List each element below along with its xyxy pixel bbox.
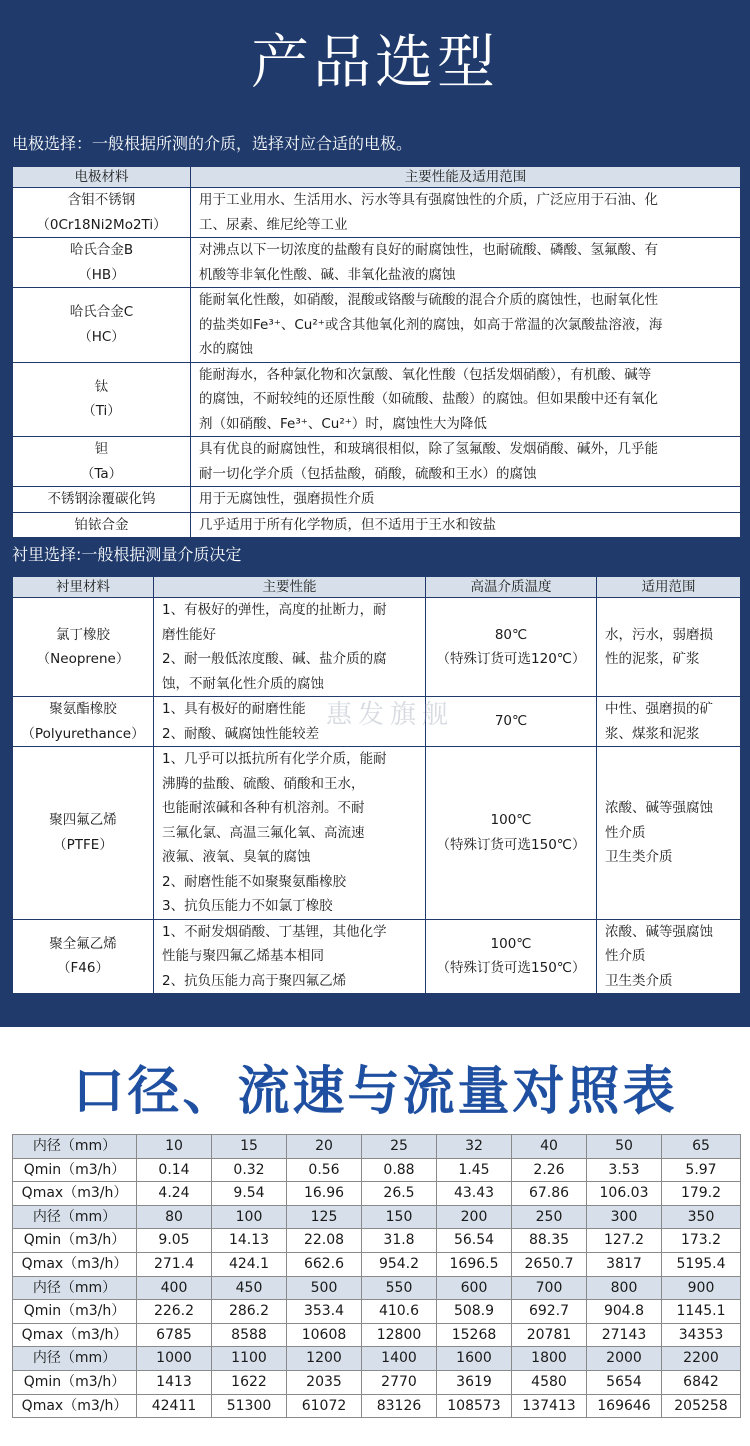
- flow-cell: 9.05: [137, 1229, 212, 1253]
- cell-line: 聚全氟乙烯: [49, 935, 117, 952]
- flow-cell: 16.96: [287, 1182, 362, 1206]
- cell-line: 性介质: [605, 824, 646, 841]
- cell-line: 剂（如硝酸、Fe³⁺、Cu²⁺）时，腐蚀性大为降低: [199, 415, 487, 432]
- material-description: [191, 437, 741, 487]
- flow-cell: 9.54: [212, 1182, 287, 1206]
- flow-cell: 550: [362, 1276, 437, 1300]
- cell-line: 3、抗负压能力不如氯丁橡胶: [162, 898, 333, 914]
- flow-cell: 250: [512, 1205, 587, 1229]
- flow-cell: 0.56: [287, 1158, 362, 1182]
- flow-cell: 15: [212, 1135, 287, 1159]
- flow-cell: 14.13: [212, 1229, 287, 1253]
- flow-cell: 2.26: [512, 1158, 587, 1182]
- flow-cell: 15268: [437, 1323, 512, 1347]
- cell-line: 性介质: [605, 948, 646, 964]
- flow-row-dn: [13, 1205, 741, 1229]
- cell-line: 哈氏合金C: [69, 304, 134, 321]
- flow-cell: 600: [437, 1276, 512, 1300]
- flow-cell: 5195.4: [662, 1252, 741, 1276]
- watermark: 惠发旗舰: [325, 700, 454, 730]
- cell-line: 磨性能好: [162, 626, 216, 643]
- cell-line: （HB）: [78, 266, 125, 283]
- row-label: Qmax（m3/h）: [13, 1323, 137, 1347]
- flow-cell: 1100: [212, 1347, 287, 1371]
- flow-cell: 83126: [362, 1394, 437, 1418]
- electrode-table: [12, 166, 741, 538]
- cell-line: 卫生类介质: [605, 849, 673, 865]
- flow-cell: 5.97: [662, 1158, 741, 1182]
- cell-line: 中性、强磨损的矿: [605, 701, 713, 717]
- flow-cell: 8588: [212, 1323, 287, 1347]
- row-label: Qmin（m3/h）: [13, 1300, 137, 1324]
- flow-cell: 410.6: [362, 1300, 437, 1324]
- flow-cell: 3817: [587, 1252, 662, 1276]
- flow-cell: 0.14: [137, 1158, 212, 1182]
- cell-line: 也能耐浓碱和各种有机溶剂。不耐: [162, 800, 365, 816]
- table-row: [13, 598, 741, 697]
- table-row: [13, 747, 741, 920]
- cell-line: 聚四氟乙烯: [49, 812, 117, 829]
- lining-performance: [154, 747, 426, 920]
- flow-cell: 900: [662, 1276, 741, 1300]
- cell-line: 卫生类介质: [605, 972, 673, 989]
- lining-name: [13, 697, 154, 747]
- cell-line: 液氟、液氧、臭氧的腐蚀: [162, 849, 311, 865]
- flow-cell: 108573: [437, 1394, 512, 1418]
- cell-line: 80℃: [494, 626, 528, 643]
- material-name: [13, 188, 191, 238]
- material-name: [13, 512, 191, 538]
- column-header: 适用范围: [597, 577, 741, 598]
- flow-cell: 1600: [437, 1347, 512, 1371]
- flow-cell: 400: [137, 1276, 212, 1300]
- row-label: Qmax（m3/h）: [13, 1252, 137, 1276]
- material-description: [191, 362, 741, 437]
- flow-cell: 80: [137, 1205, 212, 1229]
- lining-performance: [154, 919, 426, 994]
- cell-line: 三氟化氯、高温三氟化氧、高流速: [162, 824, 365, 841]
- flow-cell: 106.03: [587, 1182, 662, 1206]
- flow-cell: 10: [137, 1135, 212, 1159]
- flow-cell: 26.5: [362, 1182, 437, 1206]
- flow-cell: 3.53: [587, 1158, 662, 1182]
- row-label: 内径（mm）: [13, 1276, 137, 1300]
- row-label: Qmin（m3/h）: [13, 1370, 137, 1394]
- cell-line: 浓酸、碱等强腐蚀: [605, 800, 713, 816]
- column-header: 高温介质温度: [426, 577, 597, 598]
- table-header-row: [13, 577, 741, 598]
- material-description: [191, 487, 741, 513]
- flow-row-qmin: [13, 1370, 741, 1394]
- flow-cell: 169646: [587, 1394, 662, 1418]
- cell-line: （Ti）: [82, 403, 121, 420]
- lining-temperature: [426, 747, 597, 920]
- flow-cell: 800: [587, 1276, 662, 1300]
- flow-cell: 4580: [512, 1370, 587, 1394]
- flow-cell: 179.2: [662, 1182, 741, 1206]
- flow-cell: 88.35: [512, 1229, 587, 1253]
- flow-cell: 1400: [362, 1347, 437, 1371]
- flow-table: [12, 1134, 741, 1418]
- flow-cell: 2650.7: [512, 1252, 587, 1276]
- material-description: [191, 288, 741, 363]
- cell-line: 对沸点以下一切浓度的盐酸有良好的耐腐蚀性，也耐硫酸、磷酸、氢氟酸、有: [199, 242, 658, 258]
- row-label: Qmin（m3/h）: [13, 1229, 137, 1253]
- flow-cell: 205258: [662, 1394, 741, 1418]
- cell-line: （Polyurethance）: [21, 725, 145, 742]
- row-label: Qmax（m3/h）: [13, 1394, 137, 1418]
- flow-cell: 40: [512, 1135, 587, 1159]
- flow-cell: 271.4: [137, 1252, 212, 1276]
- flow-row-dn: [13, 1276, 741, 1300]
- cell-line: 2、耐酸、碱腐蚀性能较差: [162, 725, 320, 742]
- flow-row-dn: [13, 1135, 741, 1159]
- flow-cell: 10608: [287, 1323, 362, 1347]
- flow-cell: 51300: [212, 1394, 287, 1418]
- cell-line: 几乎适用于所有化学物质，但不适用于王水和铵盐: [199, 516, 496, 533]
- flow-cell: 450: [212, 1276, 287, 1300]
- flow-cell: 1800: [512, 1347, 587, 1371]
- row-label: Qmin（m3/h）: [13, 1158, 137, 1182]
- cell-line: 哈氏合金B: [69, 242, 134, 258]
- lining-scope: [597, 598, 741, 697]
- material-name: [13, 238, 191, 288]
- flow-cell: 424.1: [212, 1252, 287, 1276]
- table-row: [13, 188, 741, 238]
- flow-row-qmax: [13, 1182, 741, 1206]
- flow-cell: 127.2: [587, 1229, 662, 1253]
- column-header: 主要性能: [154, 577, 426, 598]
- material-name: [13, 288, 191, 363]
- lining-name: [13, 919, 154, 994]
- flow-row-dn: [13, 1347, 741, 1371]
- flow-cell: 226.2: [137, 1300, 212, 1324]
- cell-line: 具有优良的耐腐蚀性，和玻璃很相似，除了氢氟酸、发烟硝酸、碱外，几乎能: [199, 441, 658, 457]
- flow-cell: 2200: [662, 1347, 741, 1371]
- flow-cell: 2000: [587, 1347, 662, 1371]
- column-header: 衬里材料: [13, 577, 154, 598]
- table-row: [13, 487, 741, 513]
- lining-temperature: [426, 919, 597, 994]
- flow-cell: 350: [662, 1205, 741, 1229]
- cell-line: 70℃: [494, 713, 528, 730]
- cell-line: （HC）: [78, 328, 125, 345]
- cell-line: （特殊订货可选120℃）: [436, 651, 586, 667]
- flow-cell: 31.8: [362, 1229, 437, 1253]
- cell-line: 1、不耐发烟硝酸、丁基锂，其他化学: [162, 923, 387, 940]
- table-row: [13, 362, 741, 437]
- cell-line: 钛: [94, 378, 109, 395]
- flow-cell: 0.88: [362, 1158, 437, 1182]
- cell-line: 能耐氧化性酸，如硝酸，混酸或铬酸与硫酸的混合介质的腐蚀性，也耐氧化性: [199, 292, 658, 308]
- table-header-row: [13, 167, 741, 188]
- flow-cell: 6785: [137, 1323, 212, 1347]
- flow-cell: 65: [662, 1135, 741, 1159]
- lining-scope: [597, 919, 741, 994]
- flow-cell: 22.08: [287, 1229, 362, 1253]
- cell-line: 1、具有极好的耐磨性能: [162, 701, 306, 717]
- flow-cell: 20781: [512, 1323, 587, 1347]
- row-label: Qmax（m3/h）: [13, 1182, 137, 1206]
- flow-cell: 5654: [587, 1370, 662, 1394]
- table-row: [13, 437, 741, 487]
- cell-line: 钽: [94, 441, 109, 457]
- flow-row-qmax: [13, 1252, 741, 1276]
- cell-line: 100℃: [490, 935, 532, 952]
- flow-cell: 0.32: [212, 1158, 287, 1182]
- flow-cell: 300: [587, 1205, 662, 1229]
- flow-cell: 1.45: [437, 1158, 512, 1182]
- flow-cell: 12800: [362, 1323, 437, 1347]
- material-description: [191, 512, 741, 538]
- flow-row-qmin: [13, 1158, 741, 1182]
- electrode-section-label: 电极选择：一般根据所测的介质，选择对应合适的电极。: [12, 134, 413, 153]
- flow-row-qmax: [13, 1323, 741, 1347]
- cell-line: 聚氨酯橡胶: [49, 701, 117, 717]
- material-description: [191, 238, 741, 288]
- cell-line: （F46）: [57, 960, 109, 977]
- flow-cell: 42411: [137, 1394, 212, 1418]
- cell-line: 氯丁橡胶: [56, 626, 110, 643]
- flow-cell: 286.2: [212, 1300, 287, 1324]
- flow-cell: 6842: [662, 1370, 741, 1394]
- flow-row-qmax: [13, 1394, 741, 1418]
- cell-line: 2、抗负压能力高于聚四氟乙烯: [162, 972, 347, 989]
- row-label: 内径（mm）: [13, 1347, 137, 1371]
- lining-performance: [154, 598, 426, 697]
- cell-line: 100℃: [490, 812, 532, 829]
- flow-cell: 3619: [437, 1370, 512, 1394]
- row-label: 内径（mm）: [13, 1135, 137, 1159]
- flow-cell: 67.86: [512, 1182, 587, 1206]
- flow-cell: 56.54: [437, 1229, 512, 1253]
- cell-line: 性的泥浆，矿浆: [605, 651, 700, 667]
- flow-cell: 692.7: [512, 1300, 587, 1324]
- cell-line: 机酸等非氧化性酸、碱、非氧化盐液的腐蚀: [199, 266, 456, 283]
- flow-cell: 1000: [137, 1347, 212, 1371]
- flow-cell: 1200: [287, 1347, 362, 1371]
- material-name: [13, 437, 191, 487]
- flow-cell: 20: [287, 1135, 362, 1159]
- flow-cell: 508.9: [437, 1300, 512, 1324]
- cell-line: 蚀，不耐氧化性介质的腐蚀: [162, 675, 324, 692]
- flow-cell: 27143: [587, 1323, 662, 1347]
- cell-line: 铂铱合金: [74, 516, 129, 533]
- material-name: [13, 362, 191, 437]
- cell-line: 工、尿素、维尼纶等工业: [199, 216, 348, 233]
- material-name: [13, 487, 191, 513]
- cell-line: 能耐海水，各种氯化物和次氯酸、氧化性酸（包括发烟硝酸），有机酸、碱等: [199, 366, 652, 383]
- cell-line: 水，污水，弱磨损: [605, 626, 713, 643]
- column-header: 电极材料: [13, 167, 191, 188]
- flow-cell: 500: [287, 1276, 362, 1300]
- table-row: [13, 288, 741, 363]
- page-title: 产品选型: [250, 28, 499, 96]
- cell-line: 浓酸、碱等强腐蚀: [605, 923, 713, 940]
- flow-cell: 2035: [287, 1370, 362, 1394]
- lining-section-label: 衬里选择:一般根据测量介质决定: [12, 545, 242, 564]
- flow-cell: 137413: [512, 1394, 587, 1418]
- material-description: [191, 188, 741, 238]
- flow-cell: 100: [212, 1205, 287, 1229]
- cell-line: 沸腾的盐酸、硫酸、硝酸和王水，: [162, 775, 365, 792]
- flow-cell: 25: [362, 1135, 437, 1159]
- flow-cell: 954.2: [362, 1252, 437, 1276]
- cell-line: 浆、煤浆和泥浆: [605, 725, 700, 742]
- lining-name: [13, 747, 154, 920]
- flow-cell: 150: [362, 1205, 437, 1229]
- cell-line: （0Cr18Ni2Mo2Ti）: [36, 216, 167, 233]
- cell-line: 1、有极好的弹性，高度的扯断力，耐: [162, 602, 387, 618]
- column-header: 主要性能及适用范围: [191, 167, 741, 188]
- cell-line: 耐一切化学介质（包括盐酸，硝酸，硫酸和王水）的腐蚀: [199, 465, 537, 482]
- lining-name: [13, 598, 154, 697]
- table-row: [13, 238, 741, 288]
- flow-cell: 1413: [137, 1370, 212, 1394]
- flow-cell: 125: [287, 1205, 362, 1229]
- flow-cell: 50: [587, 1135, 662, 1159]
- row-label: 内径（mm）: [13, 1205, 137, 1229]
- cell-line: 用于工业用水、生活用水、污水等具有强腐蚀性的介质，广泛应用于石油、化: [199, 192, 658, 208]
- cell-line: 含钼不锈钢: [67, 192, 136, 208]
- cell-line: 水的腐蚀: [199, 341, 253, 357]
- flow-cell: 1696.5: [437, 1252, 512, 1276]
- flow-row-qmin: [13, 1229, 741, 1253]
- cell-line: 不锈钢涂覆碳化钨: [47, 491, 156, 507]
- cell-line: 的腐蚀，不耐较纯的还原性酸（如硫酸、盐酸）的腐蚀。但如果酸中还有氧化: [199, 391, 658, 407]
- table-row: [13, 919, 741, 994]
- flow-cell: 700: [512, 1276, 587, 1300]
- flow-cell: 34353: [662, 1323, 741, 1347]
- cell-line: 的盐类如Fe³⁺、Cu²⁺或含其他氧化剂的腐蚀，如高于常温的次氯酸盐溶液，海: [199, 316, 663, 333]
- cell-line: （特殊订货可选150℃）: [436, 836, 586, 853]
- cell-line: 2、耐磨性能不如聚聚氨酯橡胶: [162, 873, 347, 890]
- table-row: [13, 512, 741, 538]
- flow-cell: 662.6: [287, 1252, 362, 1276]
- cell-line: （Ta）: [80, 465, 123, 482]
- cell-line: 性能与聚四氟乙烯基本相同: [162, 948, 324, 964]
- flow-cell: 61072: [287, 1394, 362, 1418]
- flow-cell: 1145.1: [662, 1300, 741, 1324]
- cell-line: 2、耐一般低浓度酸、碱、盐介质的腐: [162, 651, 387, 667]
- flow-cell: 43.43: [437, 1182, 512, 1206]
- flow-cell: 353.4: [287, 1300, 362, 1324]
- cell-line: 1、几乎可以抵抗所有化学介质，能耐: [162, 751, 387, 767]
- flow-row-qmin: [13, 1300, 741, 1324]
- flow-table-title: 口径、流速与流量对照表: [72, 1062, 678, 1122]
- flow-cell: 32: [437, 1135, 512, 1159]
- lining-scope: [597, 697, 741, 747]
- flow-cell: 4.24: [137, 1182, 212, 1206]
- flow-cell: 2770: [362, 1370, 437, 1394]
- cell-line: （特殊订货可选150℃）: [436, 960, 586, 977]
- lining-temperature: [426, 598, 597, 697]
- flow-cell: 173.2: [662, 1229, 741, 1253]
- flow-cell: 200: [437, 1205, 512, 1229]
- lining-table: [12, 576, 741, 994]
- cell-line: （PTFE）: [53, 836, 113, 853]
- cell-line: （Neoprene）: [36, 651, 130, 667]
- cell-line: 用于无腐蚀性，强磨损性介质: [199, 491, 375, 507]
- flow-cell: 904.8: [587, 1300, 662, 1324]
- lining-scope: [597, 747, 741, 920]
- flow-cell: 1622: [212, 1370, 287, 1394]
